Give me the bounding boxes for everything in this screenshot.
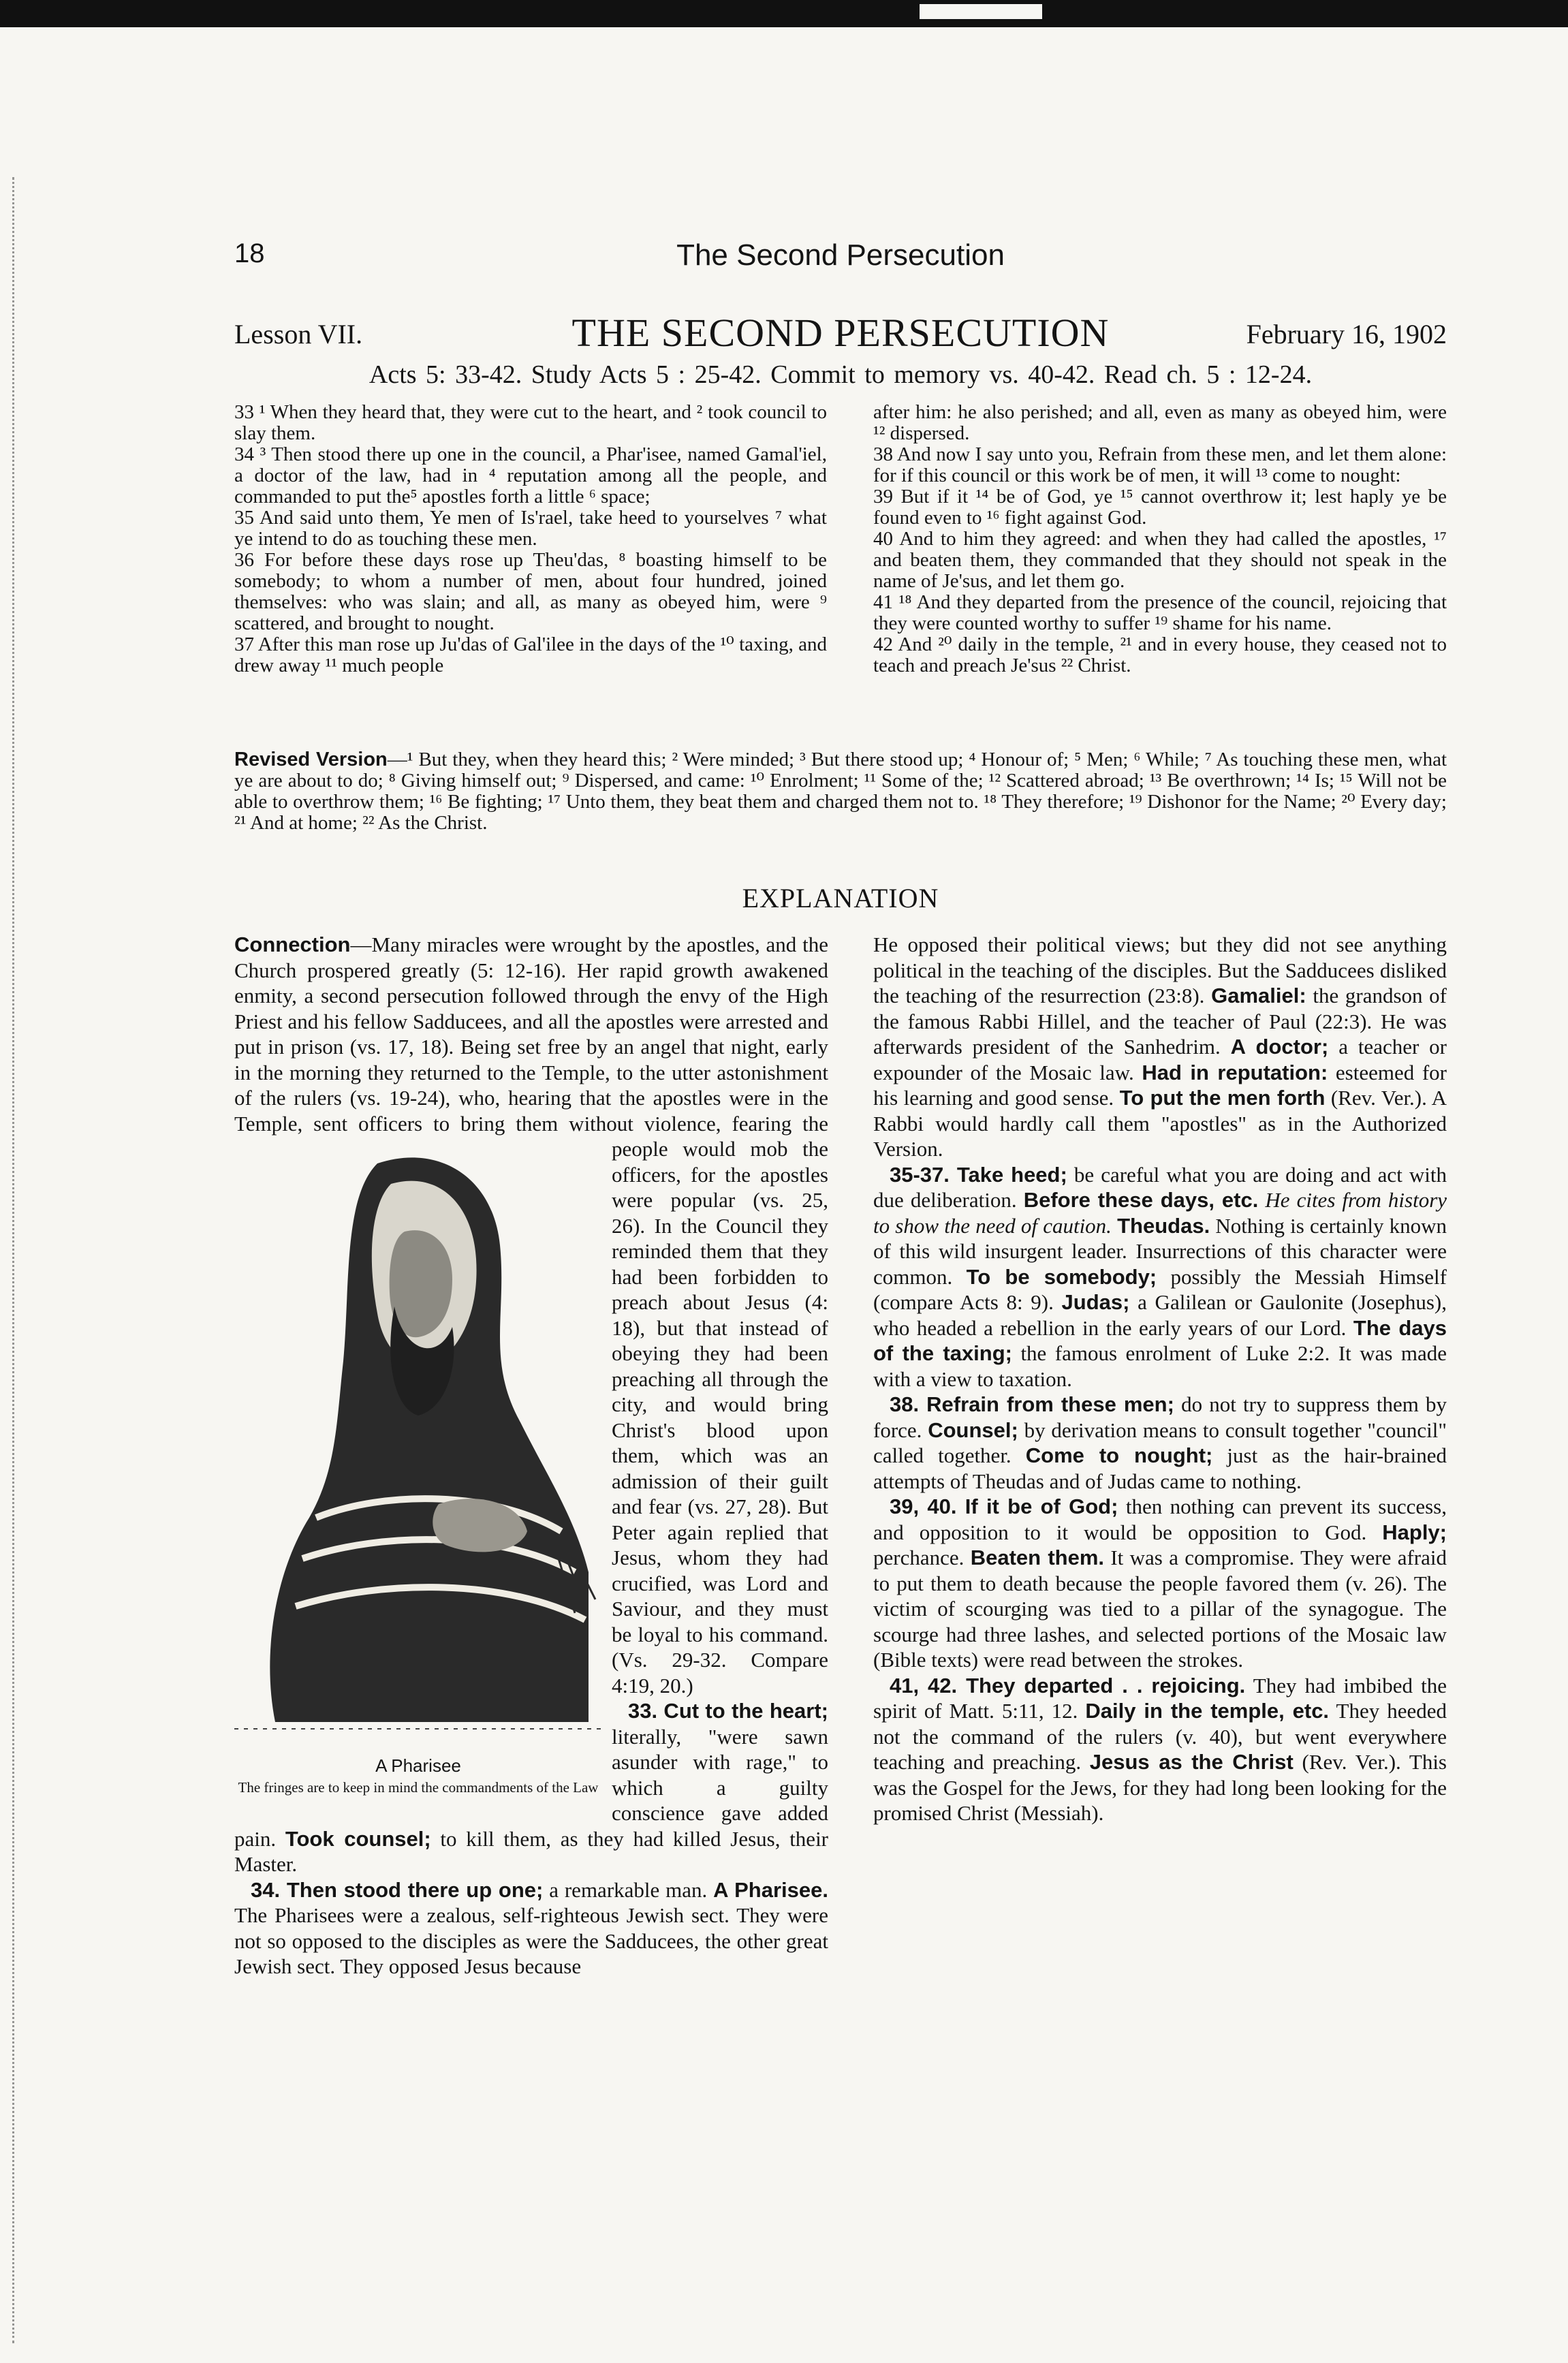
explanation-term: A Pharisee. <box>713 1877 828 1902</box>
explanation-term: Jesus as the Christ <box>1089 1750 1293 1774</box>
explanation-text: possibly the Messiah Himself (compare Acts 8: 9). <box>873 1264 1447 1314</box>
scripture-verse: after him: he also perished; and all, even as many as obeyed him, were ¹² dispersed. <box>873 401 1447 444</box>
explanation-term: 35-37. Take heed; <box>890 1162 1067 1187</box>
scripture-verse: 36 For before these days rose up Theu'das, ⁸ boasting himself to be somebody; to whom a number of men, about four hundred, joined themselves: who was slain; and all, as many as obeyed him, were ⁹ scattered, and brought to nought. <box>234 549 827 634</box>
explanation-text: to kill them, as they had killed Jesus, their Master. <box>234 1826 829 1876</box>
scripture-verse: 38 And now I say unto you, Refrain from these men, and let them alone: for if this council or this work be of men, it will ¹³ come to nought: <box>873 443 1447 486</box>
explanation-text: Nothing is certainly known of this wild insurgent leader. Insurrections of this character were common. <box>873 1213 1447 1289</box>
explanation-text: —Many miracles were wrought by the apostles, and the Church prospered greatly (5: 12-16). Her rapid growth awakened enmity, a second persecution followed through the envy of the High Priest and his fellow Sadducees, and all the apostles were arrested and put in prison (vs. 17, 18). Being set free by an angel that night, early in the morning they returned to the Temple, to the utter astonishment of the rulers (vs. 19-24), who, hearing that the apostles were in the Temple, sent officers to bring them without violence, fearing <box>234 933 828 1136</box>
explanation-text: just as the hair-brained attempts of Theudas and of Judas came to nothing. <box>873 1443 1447 1493</box>
lesson-label: Lesson VII. <box>234 319 363 349</box>
explanation-heading: EXPLANATION <box>742 883 939 913</box>
explanation-term: Haply; <box>1382 1520 1447 1544</box>
scan-top-border <box>0 0 1568 27</box>
explanation-text: (Rev. Ver.). This was the Gospel for the Jews, for they had long been looking for the promised Christ (Messiah). <box>873 1750 1447 1825</box>
explanation-paragraph <box>873 1673 1447 1826</box>
figure-caption-title: A Pharisee <box>375 1755 461 1776</box>
explanation-term: 34. Then stood there up one; <box>251 1877 544 1902</box>
pharisee-illustration <box>234 1136 602 1749</box>
explanation-term: Had in reputation: <box>1142 1060 1328 1084</box>
explanation-text: do not try to suppress them by force. <box>873 1392 1447 1442</box>
explanation-text <box>1112 1214 1117 1238</box>
explanation-term: Daily in the temple, etc. <box>1085 1699 1330 1723</box>
scripture-verse: 35 And said unto them, Ye men of Is'rael, take heed to yourselves ⁷ what ye intend to do as touching these men. <box>234 507 827 550</box>
figure-caption-note: The fringes are to keep in mind the commandments of the Law <box>238 1779 599 1796</box>
explanation-text: perchance. <box>873 1546 971 1569</box>
scripture-left-column <box>234 402 827 676</box>
explanation-text: the grandson of the famous Rabbi Hillel, and the teacher of Paul (22:3). He was afterwards president of the Sanhedrim. <box>873 984 1447 1059</box>
explanation-text: by derivation means to consult together "council" called together. <box>873 1418 1447 1467</box>
explanation-left-column <box>234 932 828 1979</box>
page-number: 18 <box>234 238 265 268</box>
explanation-paragraph <box>873 932 1447 1162</box>
scripture-verse: 37 After this man rose up Ju'das of Gal'ilee in the days of the ¹⁰ taxing, and drew away ¹¹ much people <box>234 633 827 676</box>
scripture-verse: 33 ¹ When they heard that, they were cut to the heart, and ² took council to slay them. <box>234 401 827 444</box>
explanation-term: The days of the taxing; <box>873 1315 1447 1365</box>
explanation-text: (Rev. Ver.). A Rabbi would hardly call them "apostles" as in the Authorized Version. <box>873 1086 1447 1161</box>
scripture-right-column <box>873 402 1447 676</box>
lesson-title: THE SECOND PERSECUTION <box>571 311 1110 355</box>
explanation-text: be careful what you are doing and act with due deliberation. <box>873 1162 1447 1212</box>
explanation-term: Before these days, etc. <box>1023 1188 1259 1212</box>
explanation-text: They had imbibed the spirit of Matt. 5:11, 12. <box>873 1673 1447 1723</box>
revised-version-text: —¹ But they, when they heard this; ² Were minded; ³ But there stood up; ⁴ Honour of; ⁵ Men; ⁶ While; ⁷ As touching these men, what ye are about to do; ⁸ Giving himself out; ⁹ Dispersed, and came: ¹⁰ Enrolment; ¹¹ Some of the; ¹² Scattered abroad; ¹³ Be overthrown; ¹⁴ Is; ¹⁵ Will not be able to overthrow them; ¹⁶ Be fighting; ¹⁷ Unto them, they beat them and charged them not to. ¹⁸ They therefore; ¹⁹ Dishonor for the Name; ²⁰ Every day; ²¹ And at home; ²² As the Christ. <box>234 749 1447 834</box>
explanation-term: 39, 40. If it be of God; <box>890 1495 1118 1518</box>
explanation-text: It was a compromise. They were afraid to put them to death because the people favored them (v. 26). The victim of scourging was tied to a pillar of the synagogue. The scourge had three lashes, and selected portions of the Mosaic law (Bible texts) were read between the strokes. <box>873 1546 1447 1672</box>
explanation-paragraph <box>873 1494 1447 1673</box>
pharisee-figure <box>234 1136 602 1817</box>
explanation-text: The Pharisees were a zealous, self-righteous Jewish sect. They were not so opposed to the disciples as were the Sadducees, the other great Jewish sect. They opposed Jesus because <box>234 1903 828 1978</box>
lesson-date: February 16, 1902 <box>1246 319 1447 349</box>
explanation-term: To put the men forth <box>1119 1086 1326 1110</box>
explanation-paragraph <box>873 1162 1447 1392</box>
scan-edge-marks <box>12 177 20 2343</box>
scripture-verse: 39 But if it ¹⁴ be of God, ye ¹⁵ cannot overthrow it; lest haply ye be found even to ¹⁶ fight against God. <box>873 486 1447 529</box>
explanation-italic: He cites from history to show the need of caution. <box>873 1188 1447 1238</box>
scripture-verse: 42 And ²⁰ daily in the temple, ²¹ and in every house, they ceased not to teach and preach Je'sus ²² Christ. <box>873 633 1447 676</box>
explanation-text: the people would mob the officers, for the apostles were popular (vs. 25, 26). In the Council they reminded them that they had been forbidden to preach about Jesus (4: 18), but that instead of obeying they had been preaching all through the city, and would bring Christ's blood upon them, which was an admission of their guilt and fear (vs. 27, 28). But Peter again replied that Jesus, whom they had crucified, was Lord and Saviour, and they must be loyal to his command. (Vs. 29-32. Compare 4:19, 20.) <box>612 1111 828 1697</box>
explanation-text: He opposed their political views; but they did not see anything political in the teaching of the disciples. But the Sadducees disliked the teaching of the resurrection (23:8). <box>873 933 1447 1007</box>
explanation-term: 33. Cut to the heart; <box>628 1699 828 1723</box>
explanation-text: a teacher or expounder of the Mosaic law. <box>873 1035 1447 1084</box>
explanation-right-column <box>873 932 1447 1826</box>
explanation-text: esteemed for his learning and good sense. <box>873 1060 1447 1110</box>
explanation-term: Gamaliel: <box>1211 984 1306 1007</box>
explanation-text: a remarkable man. <box>543 1877 714 1902</box>
explanation-term: 38. Refrain from these men; <box>890 1392 1174 1416</box>
scripture-verse: 34 ³ Then stood there up one in the council, a Phar'isee, named Gamal'iel, a doctor of the law, had in ⁴ reputation among all the people, and commanded to put the⁵ apostles forth a little ⁶ space; <box>234 443 827 507</box>
explanation-text: the famous enrolment of Luke 2:2. It was made with a view to taxation. <box>873 1341 1447 1391</box>
explanation-text: literally, "were sawn asunder with rage," to which a guilty conscience gave added pain. <box>234 1724 828 1851</box>
explanation-term: Counsel; <box>928 1418 1018 1442</box>
explanation-text: then nothing can prevent its success, and opposition to it would be opposition to God. <box>873 1495 1447 1544</box>
explanation-term: Theudas. <box>1117 1213 1210 1238</box>
running-head <box>234 238 1447 279</box>
explanation-term: Come to nought; <box>1025 1443 1213 1467</box>
revised-version-notes <box>234 749 1447 834</box>
explanation-term: Took counsel; <box>285 1826 431 1851</box>
explanation-paragraph <box>873 1392 1447 1494</box>
explanation-text: They heeded not the command of the rulers (v. 40), but went everywhere teaching and preaching. <box>873 1699 1447 1774</box>
revised-version-label: Revised Version <box>234 749 388 770</box>
explanation-text: a Galilean or Gaulonite (Josephus), who headed a rebellion in the early years of our Lord. <box>873 1290 1447 1340</box>
explanation-paragraph <box>234 1877 828 1979</box>
explanation-term: To be somebody; <box>966 1264 1157 1289</box>
scripture-verse: 40 And to him they agreed: and when they had called the apostles, ¹⁷ and beaten them, they commanded that they should not speak in the name of Je'sus, and let them go. <box>873 528 1447 592</box>
study-line: Acts 5: 33-42. Study Acts 5 : 25-42. Commit to memory vs. 40-42. Read ch. 5 : 12-24. <box>369 360 1313 389</box>
scripture-verse: 41 ¹⁸ And they departed from the presence of the council, rejoicing that they were counted worthy to suffer ¹⁹ shame for his name. <box>873 591 1447 634</box>
running-title: The Second Persecution <box>676 238 1005 272</box>
explanation-term: 41, 42. They departed . . rejoicing. <box>890 1673 1246 1697</box>
explanation-term: Judas; <box>1061 1290 1130 1314</box>
explanation-term: Beaten them. <box>970 1546 1104 1569</box>
explanation-term: Connection <box>234 933 351 956</box>
lesson-header <box>234 310 1447 358</box>
explanation-term: A doctor; <box>1230 1035 1329 1059</box>
